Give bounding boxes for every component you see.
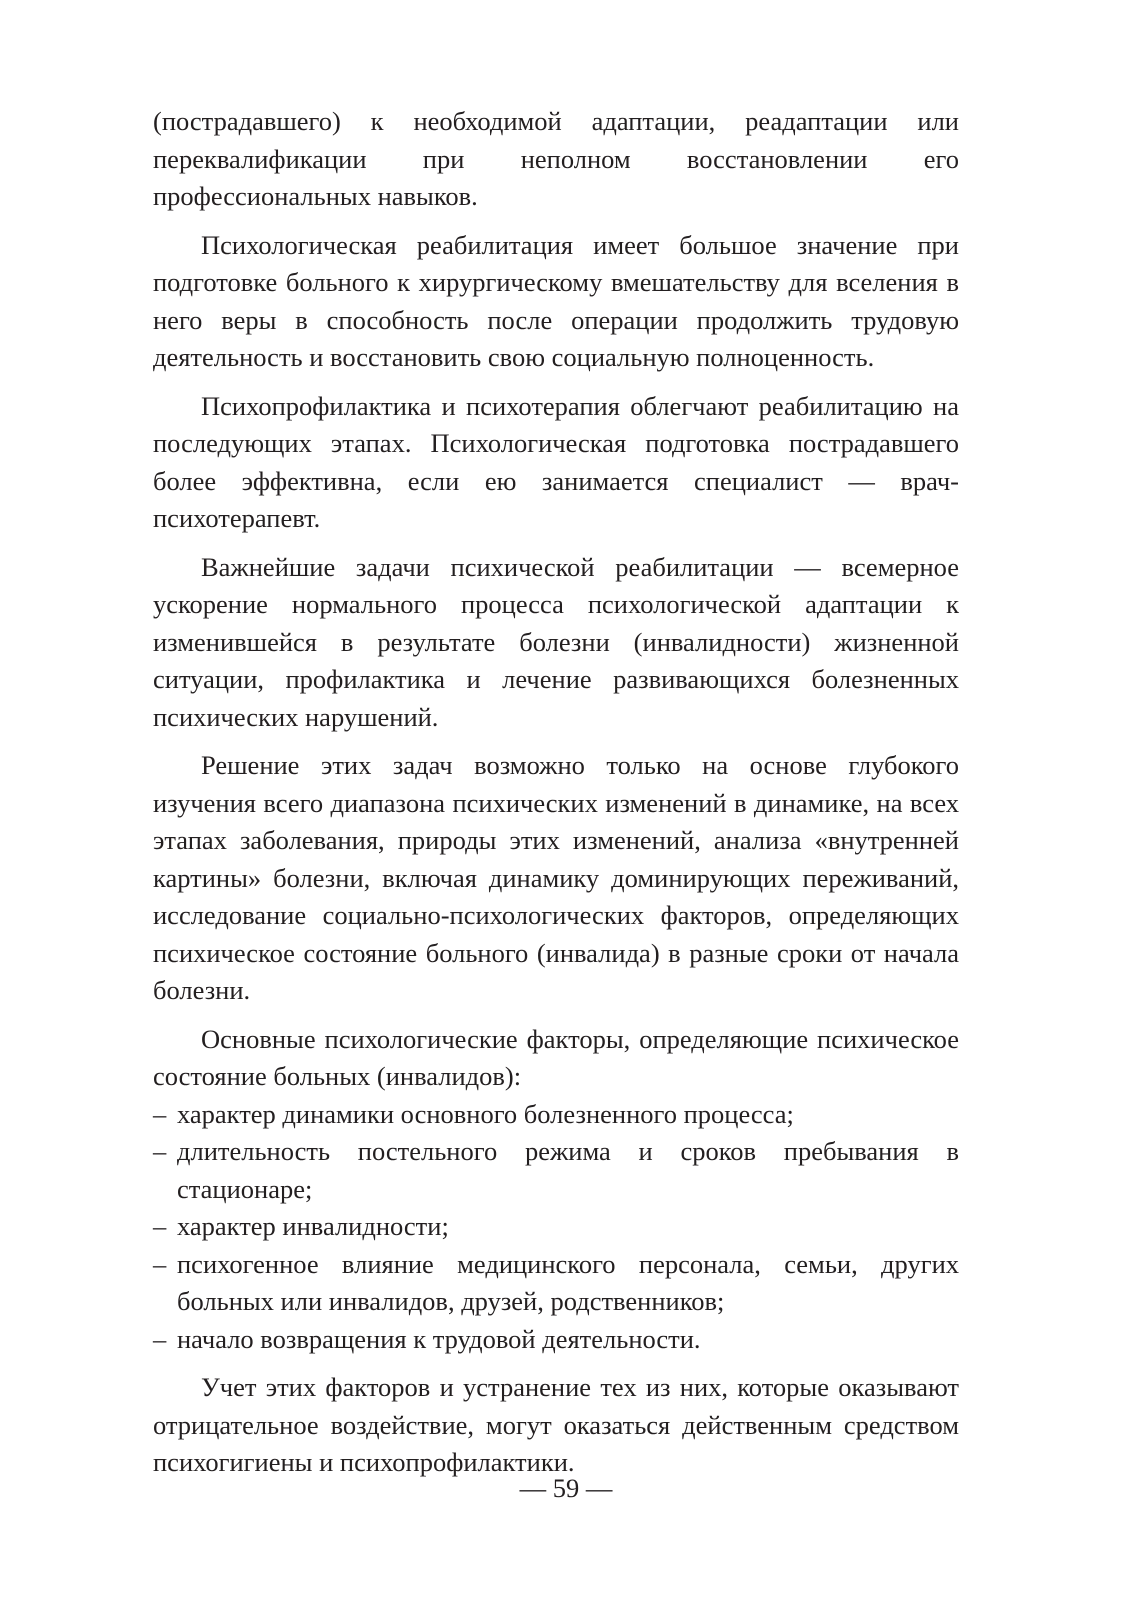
list-item-text: психогенное влияние медицинского персонала, семьи, других больных или инвалидов, друзей, родственников; [177,1248,959,1316]
paragraph-factors-intro: Основные психологические факторы, определяющие психическое состояние больных (инвалидов): [153,1023,959,1091]
list-item-text: длительность постельного режима и сроков пребывания в стационаре; [177,1136,959,1204]
list-item-text: характер инвалидности; [177,1211,449,1241]
paragraph-continued: (пострадавшего) к необходимой адаптации, реадаптации или переквалификации при неполном восстановлении его профессиональных навыков. [153,106,959,211]
list-item-text: начало возвращения к трудовой деятельности. [177,1323,701,1354]
list-item [153,1321,959,1359]
dash-marker: – [153,1098,167,1129]
dash-marker: – [153,1211,167,1241]
paragraph-psychoprophylaxis: Психопрофилактика и психотерапия облегчают реабилитацию на последующих этапах. Психологическая подготовка пострадавшего более эффективна, если ею занимается специалист — врач-психотерапевт. [153,390,959,533]
dash-marker: – [153,1136,167,1166]
list-item [153,1133,959,1208]
body-text [153,103,959,1493]
paragraph-solution: Решение этих задач возможно только на основе глубокого изучения всего диапазона психических изменений в динамике, на всех этапах заболевания, природы этих изменений, анализа «внутренней картины» болезни, включая динамику доминирующих переживаний, исследование социально-психологических факторов, определяющих психическое состояние больного (инвалида) в разные сроки от начала болезни. [153,750,959,1005]
list-item [153,1246,959,1321]
list-item-text: характер динамики основного болезненного процесса; [177,1098,794,1129]
paragraph-psych-rehab: Психологическая реабилитация имеет большое значение при подготовке больного к хирургическому вмешательству для вселения в него веры в способность после операции продолжить трудовую деятельность и восстановить свою социальную полноценность. [153,229,959,372]
dash-marker: – [153,1248,167,1279]
paragraph-conclusion: Учет этих факторов и устранение тех из них, которые оказывают отрицательное воздействие, могут оказаться действенным средством психогигиены и психопрофилактики. [153,1372,959,1477]
paragraph-main-tasks: Важнейшие задачи психической реабилитации — всемерное ускорение нормального процесса психологической адаптации к изменившейся в результате болезни (инвалидности) жизненной ситуации, профилактика и лечение развивающихся болезненных психических нарушений. [153,551,959,732]
list-item [153,1208,959,1246]
list-item [153,1096,959,1134]
page-number: — 59 — [519,1473,613,1503]
factor-list [153,1096,959,1359]
dash-marker: – [153,1323,167,1354]
